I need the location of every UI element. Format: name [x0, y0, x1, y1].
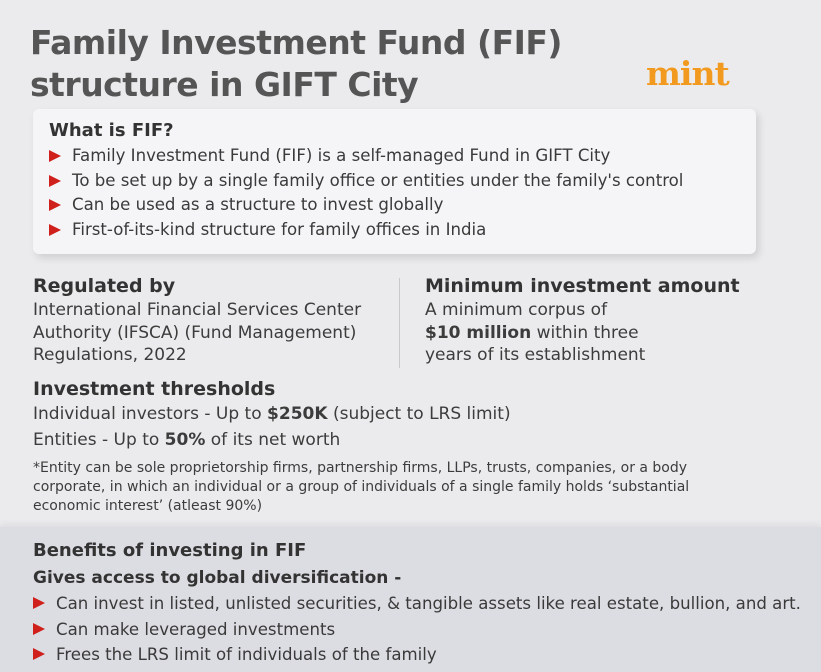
minimum-investment-heading: Minimum investment amount — [425, 275, 740, 297]
list-item: First-of-its-kind structure for family offices in India — [49, 218, 756, 243]
minimum-corpus-amount: $10 million — [425, 322, 532, 343]
investment-thresholds-section — [33, 376, 803, 453]
investment-thresholds-heading: Investment thresholds — [33, 378, 276, 400]
footnote-line: economic interest’ (atleast 90%) — [33, 498, 263, 514]
what-is-fif-card — [33, 109, 756, 254]
red-triangle-icon — [33, 623, 45, 635]
red-triangle-icon — [33, 597, 45, 609]
list-item: Can invest in listed, unlisted securities, & tangible assets like real estate, bullion, and art. — [33, 591, 801, 617]
minimum-investment-line: A minimum corpus of — [425, 300, 608, 320]
entity-footnote — [33, 459, 793, 516]
regulated-by-line: Authority (IFSCA) (Fund Management) — [33, 322, 357, 343]
entities-threshold: Entities - Up to 50% of its net worth — [33, 429, 341, 450]
minimum-investment-line: years of its establishment — [425, 345, 646, 365]
entities-threshold-value: 50% — [164, 429, 206, 450]
regulated-by-line: International Financial Services Center — [33, 300, 362, 320]
minimum-investment-line: $10 million within three — [425, 322, 639, 343]
list-item: Frees the LRS limit of individuals of the family — [33, 642, 801, 668]
what-is-fif-list — [49, 144, 756, 242]
red-triangle-icon — [49, 224, 61, 236]
red-triangle-icon — [49, 175, 61, 187]
benefits-list — [33, 591, 801, 668]
red-triangle-icon — [33, 648, 45, 660]
title-line-2: structure in GIFT City — [30, 65, 419, 104]
list-item: Family Investment Fund (FIF) is a self-managed Fund in GIFT City — [49, 144, 756, 169]
title-line-1: Family Investment Fund (FIF) — [30, 23, 563, 62]
benefits-heading: Benefits of investing in FIF — [33, 540, 307, 561]
individual-threshold: Individual investors - Up to $250K (subject to LRS limit) — [33, 404, 511, 424]
benefits-panel — [0, 527, 821, 672]
brand-logo: mint — [646, 54, 729, 93]
red-triangle-icon — [49, 150, 61, 162]
footnote-line: *Entity can be sole proprietorship firms, partnership firms, LLPs, trusts, companies, or a body — [33, 460, 688, 476]
column-divider — [399, 278, 400, 368]
list-item: Can make leveraged investments — [33, 617, 801, 643]
footnote-line: corporate, in which an individual or a group of individuals of a single family holds ‘substantial — [33, 479, 690, 495]
page-title — [30, 22, 590, 106]
regulated-by-heading: Regulated by — [33, 275, 176, 297]
what-is-fif-heading: What is FIF? — [49, 120, 174, 141]
regulated-by-line: Regulations, 2022 — [33, 345, 187, 365]
individual-threshold-value: $250K — [267, 404, 328, 424]
regulated-by-section — [33, 273, 383, 367]
benefits-subheading: Gives access to global diversification - — [33, 568, 402, 588]
list-item: To be set up by a single family office or entities under the family's control — [49, 169, 756, 194]
minimum-investment-section — [425, 273, 785, 367]
red-triangle-icon — [49, 199, 61, 211]
list-item: Can be used as a structure to invest globally — [49, 193, 756, 218]
